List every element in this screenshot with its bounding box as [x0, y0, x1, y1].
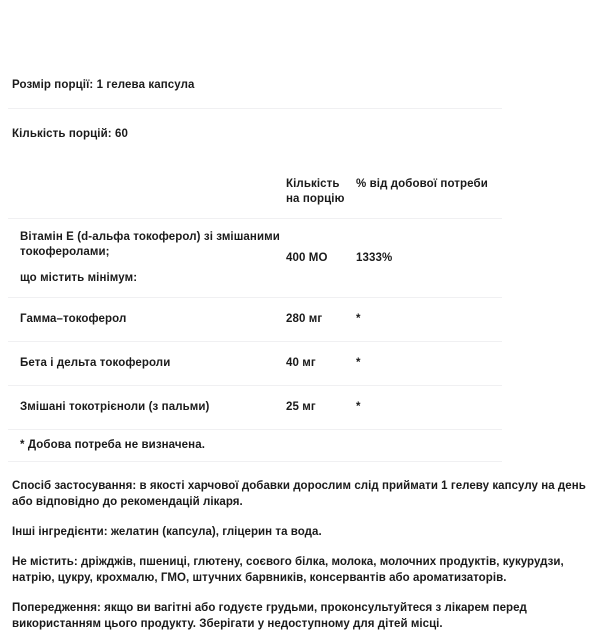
nutrient-amount: 400 МО — [286, 219, 356, 298]
warning-paragraph: Попередження: якщо ви вагітні або годуєте грудьми, проконсультуйтеся з лікарем перед використанням цього продукту. Зберігати у недоступному для дітей місці. — [12, 602, 527, 630]
nutrient-daily-value: * — [356, 298, 502, 342]
table-row — [8, 342, 502, 386]
table-row — [8, 298, 502, 342]
nutrient-name-subline: що містить мінімум: — [20, 272, 138, 284]
column-header-percent-daily-value: % від добової потреби — [356, 178, 488, 190]
nutrient-amount: 40 мг — [286, 342, 356, 386]
serving-information — [12, 0, 588, 141]
serving-size-line: Розмір порції: 1 гелева капсула — [12, 79, 195, 91]
free-from-paragraph: Не містить: дріжджів, пшениці, глютену, соєвого білка, молока, молочних продуктів, кукурудзи, натрію, цукру, крохмалю, ГМО, штучних барвників, консервантів або ароматизаторів. — [12, 556, 564, 584]
table-row — [8, 219, 502, 298]
table-row — [8, 386, 502, 430]
nutrient-amount: 280 мг — [286, 298, 356, 342]
daily-value-footnote: * Добова потреба не визначена. — [8, 429, 502, 462]
nutrient-name: Змішані токотрієноли (з пальми) — [8, 386, 286, 430]
table-header-row — [8, 166, 502, 219]
nutrient-name: Бета і дельта токофероли — [8, 342, 286, 386]
nutrient-name: Гамма–токоферол — [8, 298, 286, 342]
nutrient-daily-value: 1333% — [356, 219, 502, 298]
nutrient-daily-value: * — [356, 342, 502, 386]
nutrient-daily-value: * — [356, 386, 502, 430]
supplement-facts-table — [8, 166, 502, 429]
directions-paragraph: Спосіб застосування: в якості харчової добавки дорослим слід приймати 1 гелеву капсулу на день або відповідно до рекомендацій лікаря. — [12, 480, 586, 508]
column-header-amount-per-serving: Кількість на порцію — [286, 178, 345, 205]
other-ingredients-paragraph: Інші інгредієнти: желатин (капсула), гліцерин та вода. — [12, 526, 322, 538]
servings-per-container-line: Кількість порцій: 60 — [12, 128, 128, 140]
nutrient-name-cell — [8, 219, 286, 298]
nutrient-amount: 25 мг — [286, 386, 356, 430]
nutrient-name: Вітамін Е (d-альфа токоферол) зі змішаними токоферолами; — [20, 231, 280, 258]
column-header-name — [8, 166, 286, 219]
product-body-copy — [12, 462, 588, 632]
